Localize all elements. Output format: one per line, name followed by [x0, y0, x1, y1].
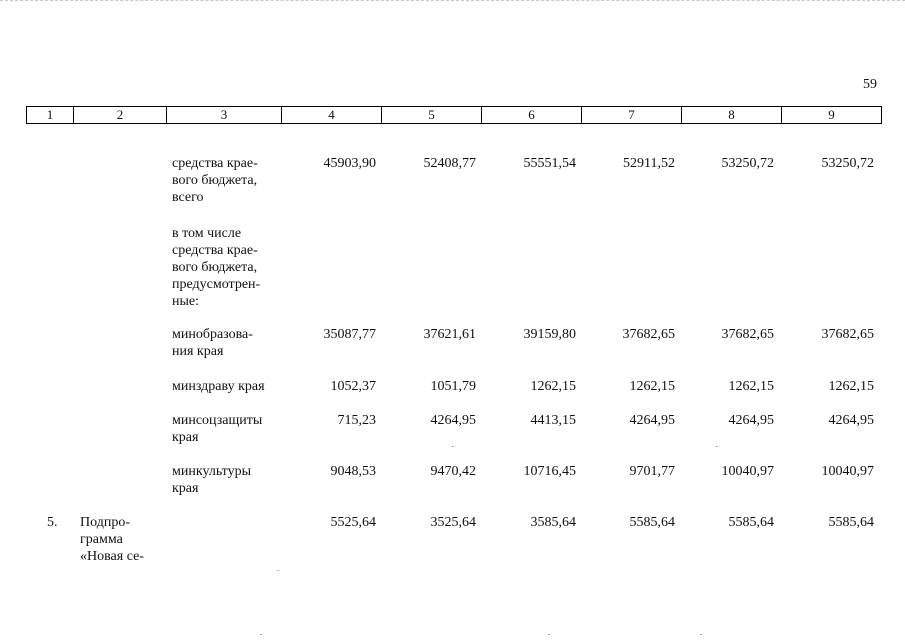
cell-value: 3525,64: [430, 515, 476, 530]
label-line: минобразова-: [172, 327, 253, 342]
scan-speck: [452, 446, 454, 447]
label-line: края: [172, 430, 199, 445]
section-name: [80, 514, 162, 565]
cell-value: 4264,95: [728, 413, 774, 428]
label-line: ные:: [172, 294, 200, 309]
label-line: средства крае-: [172, 243, 258, 258]
label-line: «Новая се-: [80, 549, 144, 564]
label-line: Подпро-: [80, 515, 130, 530]
scan-speck: [700, 634, 702, 635]
cell-value: 10716,45: [523, 464, 576, 479]
label-line: грамма: [80, 532, 123, 547]
header-col-3: 3: [167, 107, 282, 123]
label-line: края: [172, 481, 199, 496]
cell-value: 53250,72: [721, 156, 774, 171]
label-line: всего: [172, 190, 204, 205]
cell-value: 37621,61: [423, 327, 476, 342]
table-header: [26, 106, 882, 124]
scan-speck: [277, 570, 279, 571]
cell-value: 3585,64: [530, 515, 576, 530]
cell-value: 37682,65: [721, 327, 774, 342]
row-label-minsotszashchity: [172, 412, 276, 446]
row-label-kraevoy-budget-total: [172, 155, 276, 206]
cell-value: 9701,77: [629, 464, 675, 479]
label-line: средства крае-: [172, 156, 258, 171]
cell-value: 1052,37: [330, 379, 376, 394]
cell-value: 5585,64: [728, 515, 774, 530]
cell-value: 55551,54: [523, 156, 576, 171]
cell-value: 10040,97: [721, 464, 774, 479]
label-line: предусмотрен-: [172, 277, 261, 292]
cell-value: 1262,15: [828, 379, 874, 394]
label-line: в том числе: [172, 226, 242, 241]
cell-value: 4264,95: [430, 413, 476, 428]
cell-value: 715,23: [337, 413, 376, 428]
row-label-minkultury: [172, 463, 276, 497]
cell-value: 5525,64: [330, 515, 376, 530]
cell-value: 53250,72: [821, 156, 874, 171]
section-number: 5.: [47, 515, 58, 530]
label-line: минздраву края: [172, 379, 265, 394]
cell-value: 4264,95: [629, 413, 675, 428]
cell-value: 37682,65: [622, 327, 675, 342]
header-col-7: 7: [582, 107, 682, 123]
cell-value: 9470,42: [430, 464, 476, 479]
header-col-2: 2: [74, 107, 167, 123]
cell-value: 5585,64: [828, 515, 874, 530]
row-label-minzdravu: [172, 378, 276, 395]
header-col-4: 4: [282, 107, 382, 123]
cell-value: 35087,77: [323, 327, 376, 342]
header-col-9: 9: [828, 107, 835, 122]
cell-value: 5585,64: [629, 515, 675, 530]
row-label-including: [172, 225, 276, 310]
cell-value: 45903,90: [323, 156, 376, 171]
header-col-6: 6: [482, 107, 582, 123]
header-col-8: 8: [682, 107, 782, 123]
label-line: вого бюджета,: [172, 260, 258, 275]
cell-value: 1262,15: [728, 379, 774, 394]
label-line: минсоцзащиты: [172, 413, 263, 428]
cell-value: 1262,15: [530, 379, 576, 394]
row-label-minobrazovaniya: [172, 326, 276, 360]
cell-value: 37682,65: [821, 327, 874, 342]
scan-speck: [716, 446, 718, 447]
cell-value: 52911,52: [623, 156, 675, 171]
scan-speck: [548, 634, 550, 635]
scan-top-border: [0, 0, 905, 5]
cell-value: 9048,53: [330, 464, 376, 479]
cell-value: 4264,95: [828, 413, 874, 428]
label-line: вого бюджета,: [172, 173, 258, 188]
cell-value: 52408,77: [423, 156, 476, 171]
header-col-5: 5: [382, 107, 482, 123]
scan-speck: [260, 634, 262, 635]
label-line: минкультуры: [172, 464, 252, 479]
label-line: ния края: [172, 344, 224, 359]
cell-value: 10040,97: [821, 464, 874, 479]
cell-value: 1051,79: [430, 379, 476, 394]
header-col-1: 1: [27, 107, 74, 123]
cell-value: 1262,15: [629, 379, 675, 394]
page-number: 59: [863, 77, 877, 92]
cell-value: 4413,15: [530, 413, 576, 428]
cell-value: 39159,80: [523, 327, 576, 342]
